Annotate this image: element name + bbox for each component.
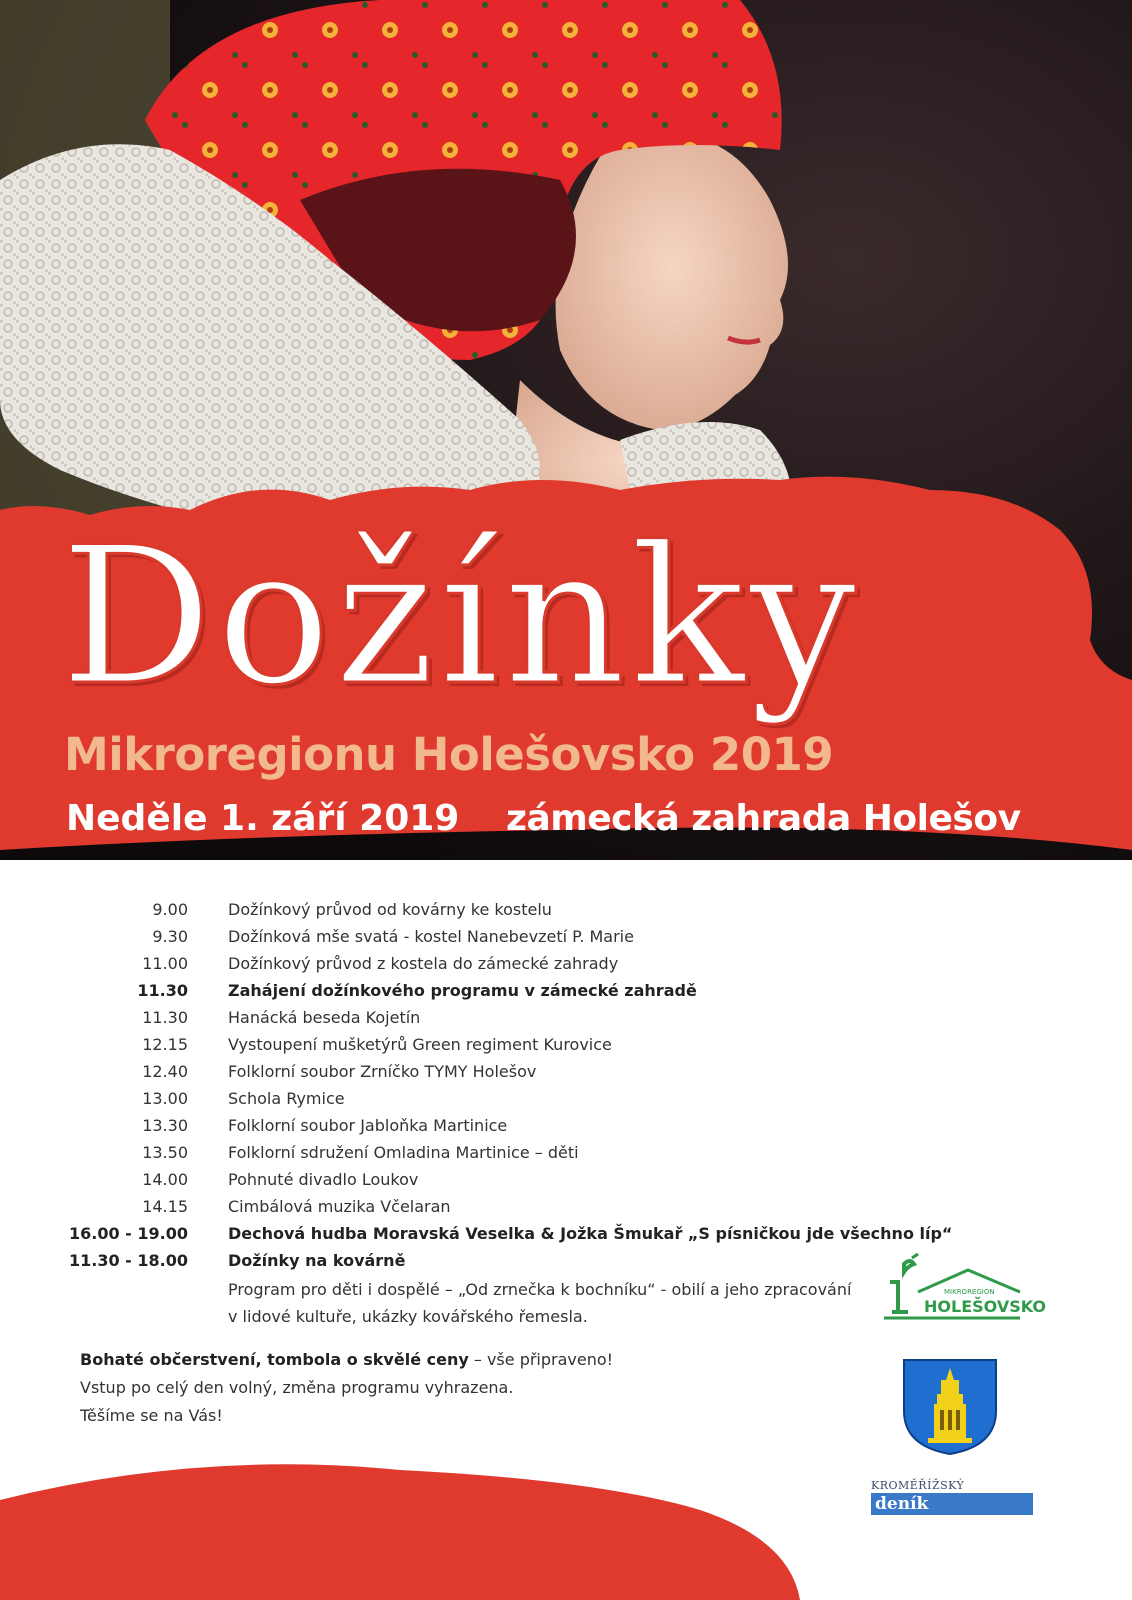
footer-greeting: Těšíme se na Vás! — [80, 1406, 223, 1425]
schedule-time: 11.00 — [142, 954, 188, 973]
schedule-event: Folklorní soubor Jabloňka Martinice — [228, 1116, 508, 1135]
schedule-time: 9.30 — [152, 927, 188, 946]
subtitle: Mikroregionu Holešovsko 2019 — [64, 728, 834, 781]
schedule-time: 14.15 — [142, 1197, 188, 1216]
schedule-time: 11.30 - 18.00 — [69, 1251, 188, 1270]
schedule-time: 13.30 — [142, 1116, 188, 1135]
kromerizsky-denik-logo — [871, 1479, 1036, 1519]
schedule-event: Folklorní sdružení Omladina Martinice – děti — [228, 1143, 579, 1162]
schedule-event: Dožínková mše svatá - kostel Nanebevzetí P. Marie — [228, 927, 634, 946]
event-venue: zámecká zahrada Holešov — [506, 798, 1021, 839]
pump-icon — [890, 1254, 918, 1312]
schedule-event: Folklorní soubor Zrníčko TYMY Holešov — [228, 1062, 537, 1081]
schedule-time: 16.00 - 19.00 — [69, 1224, 188, 1243]
kovarna-description-line: v lidové kultuře, ukázky kovářského řemesla. — [228, 1307, 588, 1326]
schedule-event: Schola Rymice — [228, 1089, 345, 1108]
schedule-event: Zahájení dožínkového programu v zámecké zahradě — [228, 981, 697, 1000]
kovarna-description — [228, 1276, 868, 1330]
schedule-event: Cimbálová muzika Včelaran — [228, 1197, 451, 1216]
footer-refreshments — [80, 1346, 613, 1374]
schedule-time: 12.40 — [142, 1062, 188, 1081]
denik-name-text: deník — [875, 1494, 929, 1514]
schedule-time: 11.30 — [142, 1008, 188, 1027]
schedule-time: 13.50 — [142, 1143, 188, 1162]
schedule-time: 13.00 — [142, 1089, 188, 1108]
footer-refreshments-rest: – vše připraveno! — [468, 1350, 614, 1369]
schedule-event: Pohnuté divadlo Loukov — [228, 1170, 419, 1189]
bottom-red-decoration — [0, 1460, 820, 1600]
holesov-coat-of-arms — [900, 1356, 1000, 1456]
schedule-event: Dožínkový průvod z kostela do zámecké zahrady — [228, 954, 619, 973]
denik-region-text: KROMĚŘÍŽSKÝ — [871, 1479, 965, 1492]
schedule-time: 9.00 — [152, 900, 188, 919]
kovarna-description-line: Program pro děti i dospělé – „Od zrnečka k bochníku“ - obilí a jeho zpracování — [228, 1280, 852, 1299]
logo-small-text: MIKROREGION — [944, 1288, 995, 1296]
schedule-event: Hanácká beseda Kojetín — [228, 1008, 421, 1027]
schedule-event: Vystoupení mušketýrů Green regiment Kurovice — [228, 1035, 612, 1054]
title-dozinky: Dožínky — [60, 506, 861, 727]
schedule-time: 12.15 — [142, 1035, 188, 1054]
schedule-event: Dožínky na kovárně — [228, 1251, 406, 1270]
event-date: Neděle 1. září 2019 — [66, 798, 460, 839]
logo-big-text: HOLEŠOVSKO — [924, 1297, 1046, 1316]
mikroregion-holesovsko-logo — [878, 1252, 1046, 1327]
footer-refreshments-bold: Bohaté občerstvení, tombola o skvělé ceny — [80, 1350, 469, 1369]
schedule-event: Dožínkový průvod od kovárny ke kostelu — [228, 900, 552, 919]
schedule-event: Dechová hudba Moravská Veselka & Jožka Šmukař „S písničkou jde všechno líp“ — [228, 1224, 953, 1243]
schedule-time: 11.30 — [137, 981, 188, 1000]
schedule-time: 14.00 — [142, 1170, 188, 1189]
footer-entry: Vstup po celý den volný, změna programu vyhrazena. — [80, 1378, 514, 1397]
